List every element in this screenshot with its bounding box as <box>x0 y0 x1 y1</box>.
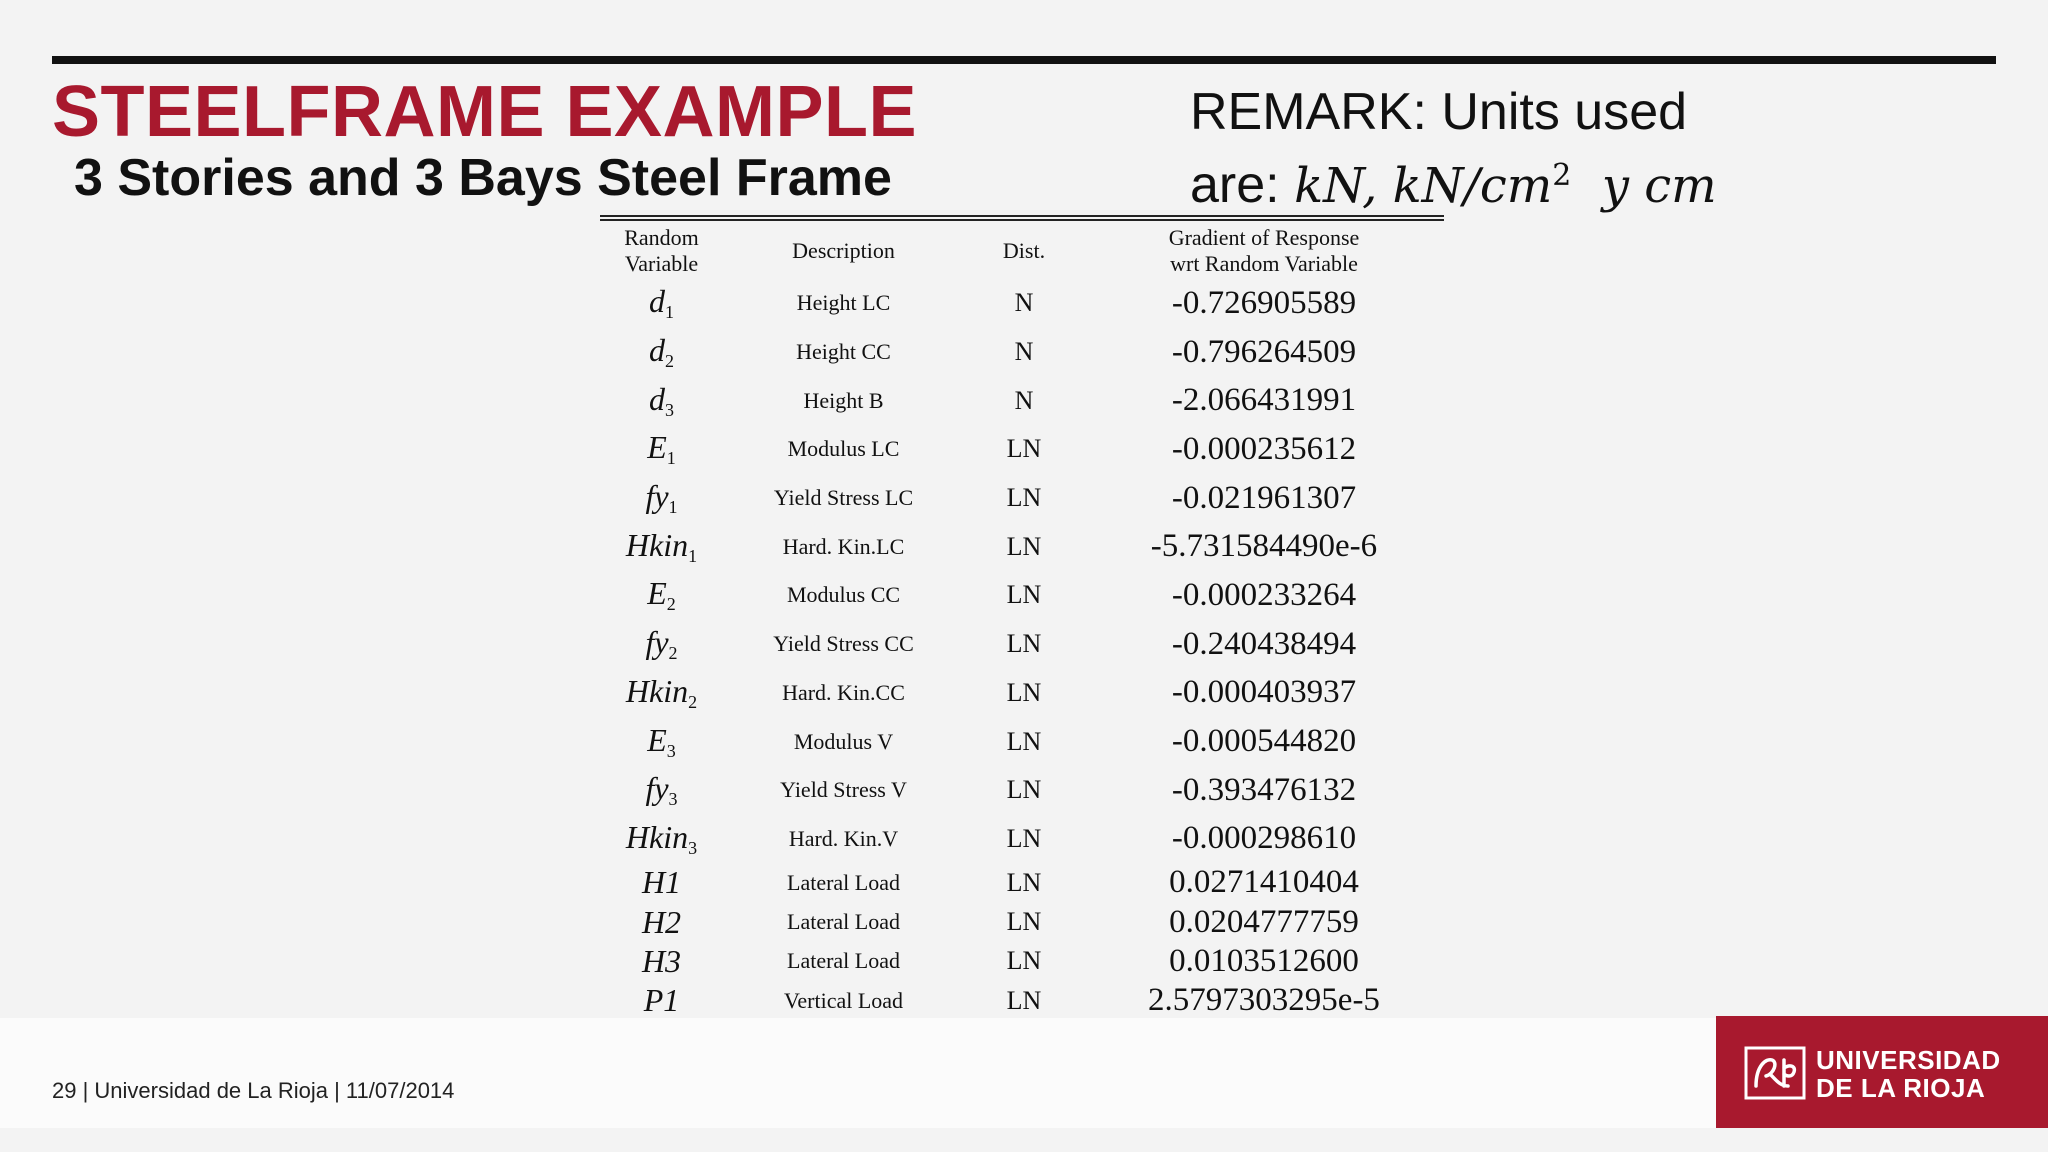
cell-description: Lateral Load <box>787 909 900 935</box>
cell-variable <box>600 425 723 474</box>
variable-subscript: 3 <box>666 740 676 761</box>
cell-gradient: -0.726905589 <box>1171 284 1357 321</box>
variable-symbol: d <box>649 332 665 369</box>
variable-subscript: 1 <box>666 448 676 469</box>
university-emblem-icon <box>1744 1046 1806 1100</box>
variable-subscript: 2 <box>666 594 676 615</box>
cell-variable <box>600 981 723 1020</box>
header-variable-line-1: Random <box>624 225 699 250</box>
cell-gradient: -0.000233264 <box>1171 576 1357 613</box>
gradient-table <box>600 221 1444 1060</box>
variable-symbol: P1 <box>643 982 680 1019</box>
remark-line-1: REMARK: Units used <box>1190 83 1688 141</box>
cell-description: Hard. Kin.V <box>788 825 899 851</box>
units-remark <box>1190 80 1810 218</box>
cell-gradient: -0.000544820 <box>1171 723 1357 760</box>
cell-description: Height CC <box>796 339 891 365</box>
slide-title: STEELFRAME EXAMPLE <box>52 72 918 152</box>
variable-symbol: fy <box>645 478 669 515</box>
units-formula <box>1294 158 1717 214</box>
remark-prefix: are: <box>1190 156 1280 214</box>
cell-gradient: -0.796264509 <box>1171 333 1357 370</box>
cell-variable <box>600 571 723 620</box>
variable-symbol: Hkin <box>625 672 689 709</box>
variable-subscript: 1 <box>665 302 674 323</box>
cell-gradient: 0.0204777759 <box>1169 903 1359 940</box>
variable-subscript: 2 <box>665 351 674 372</box>
cell-gradient: 0.0271410404 <box>1169 864 1359 901</box>
cell-gradient: -0.000235612 <box>1171 430 1357 467</box>
cell-variable <box>600 863 723 902</box>
cell-dist: LN <box>1006 907 1042 937</box>
cell-description: Modulus LC <box>787 436 900 462</box>
units-exponent: 2 <box>1552 158 1572 193</box>
variable-symbol: E <box>647 429 667 466</box>
cell-description: Yield Stress CC <box>773 631 914 657</box>
cell-dist: N <box>1014 337 1034 367</box>
cell-description: Height B <box>803 387 884 413</box>
cell-gradient: -0.021961307 <box>1171 479 1357 516</box>
variable-symbol: H1 <box>641 864 682 901</box>
cell-dist: N <box>1014 385 1034 415</box>
top-divider <box>52 56 1996 64</box>
cell-variable <box>600 766 723 815</box>
logo-wordmark <box>1816 1046 2001 1102</box>
table-row <box>600 981 1444 1020</box>
cell-variable <box>600 522 723 571</box>
cell-variable <box>600 669 723 718</box>
cell-description: Modulus CC <box>786 582 901 608</box>
logo-line-2: DE LA RIOJA <box>1816 1073 1986 1103</box>
variable-symbol: d <box>649 380 665 417</box>
cell-variable <box>600 328 723 377</box>
table-body <box>600 279 1444 1060</box>
table-row <box>600 522 1444 571</box>
cell-gradient: -0.000298610 <box>1171 820 1357 857</box>
logo-line-1: UNIVERSIDAD <box>1816 1045 2001 1075</box>
remark-line-2 <box>1190 144 1810 218</box>
table-row <box>600 863 1444 902</box>
footer-text: 29 | Universidad de La Rioja | 11/07/2014 <box>52 1078 455 1103</box>
cell-gradient: -0.000403937 <box>1171 674 1357 711</box>
table-row <box>600 942 1444 981</box>
cell-description: Lateral Load <box>787 869 900 895</box>
cell-dist: LN <box>1006 726 1042 756</box>
cell-dist: LN <box>1006 985 1042 1015</box>
cell-variable <box>600 474 723 523</box>
table-row <box>600 571 1444 620</box>
table-row <box>600 425 1444 474</box>
cell-description: Hard. Kin.LC <box>782 533 905 559</box>
header-dist: Dist. <box>1002 238 1046 263</box>
cell-gradient: 2.5797303295e-5 <box>1148 982 1380 1019</box>
cell-description: Height LC <box>796 290 891 316</box>
header-gradient <box>1084 221 1444 279</box>
cell-dist: N <box>1014 288 1034 318</box>
header-gradient-line-2: wrt Random Variable <box>1170 251 1358 276</box>
cell-description: Hard. Kin.CC <box>782 679 905 705</box>
cell-description: Yield Stress V <box>780 777 907 803</box>
variable-subscript: 3 <box>688 837 698 858</box>
cell-gradient: -2.066431991 <box>1171 382 1357 419</box>
cell-dist: LN <box>1006 434 1042 464</box>
cell-variable <box>600 815 723 864</box>
units-tail: y cm <box>1601 158 1717 214</box>
variable-symbol: H2 <box>641 903 682 940</box>
cell-variable <box>600 942 723 981</box>
variable-subscript: 2 <box>668 643 678 664</box>
cell-description: Vertical Load <box>783 987 904 1013</box>
table-row <box>600 669 1444 718</box>
variable-symbol: Hkin <box>625 818 689 855</box>
cell-dist: LN <box>1006 677 1042 707</box>
cell-variable <box>600 717 723 766</box>
cell-description: Modulus V <box>793 728 894 754</box>
cell-gradient: -0.393476132 <box>1171 771 1357 808</box>
table-row <box>600 328 1444 377</box>
variable-symbol: E <box>647 575 667 612</box>
cell-dist: LN <box>1006 946 1042 976</box>
cell-variable <box>600 279 723 328</box>
cell-dist: LN <box>1006 580 1042 610</box>
variable-subscript: 3 <box>668 789 678 810</box>
variable-subscript: 3 <box>665 399 674 420</box>
cell-variable <box>600 376 723 425</box>
university-logo <box>1716 1016 2048 1128</box>
table-row <box>600 279 1444 328</box>
variable-symbol: E <box>647 721 667 758</box>
variable-subscript: 2 <box>688 691 698 712</box>
variable-subscript: 1 <box>688 545 698 566</box>
cell-dist: LN <box>1006 483 1042 513</box>
table-row <box>600 766 1444 815</box>
variable-subscript: 1 <box>668 497 678 518</box>
cell-variable <box>600 620 723 669</box>
cell-gradient: 0.0103512600 <box>1169 942 1359 979</box>
table-row <box>600 717 1444 766</box>
units-main: kN, kN/cm <box>1294 158 1553 214</box>
table-row <box>600 620 1444 669</box>
table-row <box>600 376 1444 425</box>
variable-symbol: fy <box>645 770 669 807</box>
variable-symbol: fy <box>645 624 669 661</box>
cell-dist: LN <box>1006 629 1042 659</box>
slide-subtitle: 3 Stories and 3 Bays Steel Frame <box>74 149 892 207</box>
cell-description: Yield Stress LC <box>773 485 914 511</box>
variable-symbol: H3 <box>641 942 682 979</box>
cell-gradient: -5.731584490e-6 <box>1150 528 1378 565</box>
gradient-table-container <box>600 215 1444 1066</box>
cell-dist: LN <box>1006 823 1042 853</box>
cell-dist: LN <box>1006 775 1042 805</box>
table-row <box>600 903 1444 942</box>
header-variable-line-2: Variable <box>624 251 699 276</box>
cell-variable <box>600 903 723 942</box>
table-row <box>600 815 1444 864</box>
table-header-row <box>600 221 1444 279</box>
cell-description: Lateral Load <box>787 948 900 974</box>
variable-symbol: Hkin <box>625 526 689 563</box>
variable-symbol: d <box>649 283 665 320</box>
header-random-variable <box>600 221 723 279</box>
cell-dist: LN <box>1006 867 1042 897</box>
table-row <box>600 474 1444 523</box>
cell-gradient: -0.240438494 <box>1171 625 1357 662</box>
header-gradient-line-1: Gradient of Response <box>1168 225 1360 250</box>
cell-dist: LN <box>1006 531 1042 561</box>
header-description: Description <box>792 238 895 263</box>
